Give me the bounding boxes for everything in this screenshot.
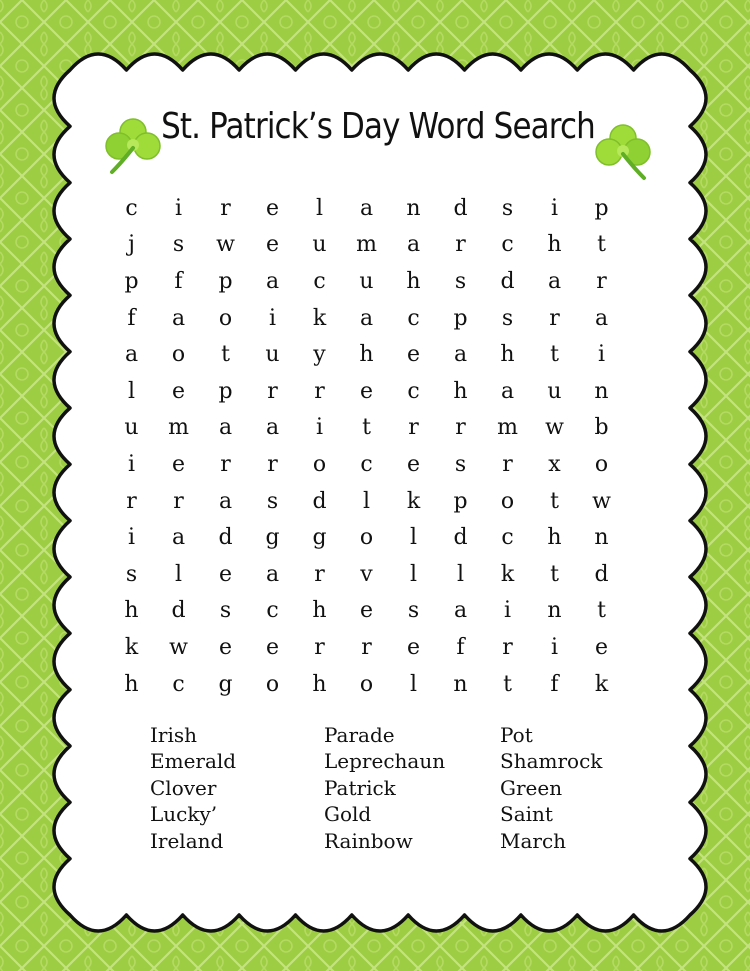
grid-letter[interactable]: l: [127, 378, 136, 404]
grid-letter[interactable]: b: [594, 415, 609, 441]
grid-letter[interactable]: e: [265, 634, 280, 660]
grid-row: [108, 483, 678, 520]
grid-letter[interactable]: s: [172, 232, 185, 258]
grid-letter[interactable]: l: [409, 561, 418, 587]
grid-letter[interactable]: a: [171, 305, 186, 331]
page-title: St. Patrick’s Day Word Search: [161, 106, 595, 147]
grid-letter[interactable]: g: [265, 525, 280, 551]
grid-letter[interactable]: t: [503, 671, 512, 697]
grid-letter[interactable]: e: [265, 232, 280, 258]
grid-letter[interactable]: n: [453, 671, 468, 697]
grid-letter[interactable]: n: [406, 195, 421, 221]
grid-letter[interactable]: o: [359, 671, 374, 697]
grid-letter[interactable]: a: [453, 342, 468, 368]
grid-letter[interactable]: a: [265, 561, 280, 587]
grid-letter[interactable]: t: [550, 561, 559, 587]
grid-letter[interactable]: o: [218, 305, 233, 331]
word-list: [150, 722, 650, 854]
grid-letter[interactable]: p: [218, 268, 233, 294]
grid-letter[interactable]: e: [359, 598, 374, 624]
grid-row: [108, 263, 678, 300]
grid-letter[interactable]: t: [597, 598, 606, 624]
grid-letter[interactable]: h: [124, 598, 139, 624]
grid-letter[interactable]: j: [128, 232, 135, 258]
grid-letter[interactable]: v: [360, 561, 373, 587]
grid-letter[interactable]: k: [124, 634, 139, 660]
grid-letter[interactable]: h: [547, 525, 562, 551]
grid-letter[interactable]: a: [265, 415, 280, 441]
word-item: Lucky’: [150, 802, 218, 827]
grid-letter[interactable]: i: [127, 451, 136, 477]
grid-letter[interactable]: l: [315, 195, 324, 221]
grid-letter[interactable]: f: [174, 268, 183, 294]
grid-letter[interactable]: t: [550, 488, 559, 514]
word-column: [150, 722, 324, 854]
grid-letter[interactable]: e: [265, 195, 280, 221]
grid-letter[interactable]: a: [265, 268, 280, 294]
grid-letter[interactable]: r: [314, 378, 325, 404]
grid-letter[interactable]: t: [362, 415, 371, 441]
grid-letter[interactable]: c: [501, 232, 514, 258]
grid-letter[interactable]: a: [171, 525, 186, 551]
grid-letter[interactable]: h: [124, 671, 139, 697]
word-column: [500, 722, 602, 854]
worksheet: [78, 82, 678, 912]
grid-letter[interactable]: r: [267, 451, 278, 477]
word-item: Irish: [150, 723, 198, 747]
grid-letter[interactable]: s: [125, 561, 138, 587]
grid-letter[interactable]: w: [216, 232, 235, 258]
grid-row: [108, 446, 678, 483]
grid-letter[interactable]: e: [218, 634, 233, 660]
grid-letter[interactable]: r: [549, 305, 560, 331]
grid-letter[interactable]: a: [594, 305, 609, 331]
grid-letter[interactable]: r: [314, 634, 325, 660]
grid-letter[interactable]: d: [500, 268, 515, 294]
grid-letter[interactable]: r: [408, 415, 419, 441]
word-item: Leprechaun: [324, 749, 446, 774]
grid-letter[interactable]: r: [502, 451, 513, 477]
grid-letter[interactable]: k: [312, 305, 327, 331]
grid-letter[interactable]: u: [359, 268, 374, 294]
grid-letter[interactable]: k: [500, 561, 515, 587]
grid-letter[interactable]: x: [548, 451, 561, 477]
grid-letter[interactable]: o: [171, 342, 186, 368]
grid-letter[interactable]: w: [545, 415, 564, 441]
grid-letter[interactable]: h: [453, 378, 468, 404]
grid-letter[interactable]: c: [407, 378, 420, 404]
grid-letter[interactable]: e: [406, 634, 421, 660]
grid-letter[interactable]: a: [359, 195, 374, 221]
grid-letter[interactable]: r: [455, 415, 466, 441]
grid-letter[interactable]: c: [125, 195, 138, 221]
grid-letter[interactable]: a: [124, 342, 139, 368]
grid-letter[interactable]: e: [218, 561, 233, 587]
grid-letter[interactable]: d: [453, 195, 468, 221]
word-item: Green: [500, 775, 563, 800]
grid-letter[interactable]: f: [127, 305, 136, 331]
grid-letter[interactable]: g: [218, 671, 233, 697]
grid-letter[interactable]: o: [359, 525, 374, 551]
grid-letter[interactable]: o: [594, 451, 609, 477]
grid-letter[interactable]: l: [409, 671, 418, 697]
grid-letter[interactable]: o: [312, 451, 327, 477]
grid-letter[interactable]: r: [455, 232, 466, 258]
grid-letter[interactable]: k: [406, 488, 421, 514]
grid-letter[interactable]: n: [594, 378, 609, 404]
grid-letter[interactable]: h: [406, 268, 421, 294]
word-item: Parade: [324, 723, 395, 747]
grid-letter[interactable]: w: [169, 634, 188, 660]
grid-letter[interactable]: c: [266, 598, 279, 624]
grid-row: [108, 227, 678, 264]
grid-letter[interactable]: a: [453, 598, 468, 624]
grid-letter[interactable]: s: [454, 451, 467, 477]
grid-letter[interactable]: m: [168, 415, 189, 441]
grid-letter[interactable]: i: [315, 415, 324, 441]
word-item: Saint: [500, 802, 553, 827]
grid-letter[interactable]: r: [502, 634, 513, 660]
grid-letter[interactable]: i: [503, 598, 512, 624]
grid-letter[interactable]: d: [218, 525, 233, 551]
grid-letter[interactable]: i: [174, 195, 183, 221]
grid-letter[interactable]: a: [218, 415, 233, 441]
grid-letter[interactable]: c: [501, 525, 514, 551]
grid-letter[interactable]: e: [594, 634, 609, 660]
grid-letter[interactable]: f: [550, 671, 559, 697]
grid-letter[interactable]: c: [360, 451, 373, 477]
grid-letter[interactable]: m: [497, 415, 518, 441]
grid-letter[interactable]: i: [597, 342, 606, 368]
word-item: March: [500, 828, 567, 853]
grid-letter[interactable]: a: [359, 305, 374, 331]
grid-letter[interactable]: e: [171, 451, 186, 477]
grid-row: [108, 410, 678, 447]
grid-letter[interactable]: t: [550, 342, 559, 368]
grid-letter[interactable]: p: [453, 488, 468, 514]
grid-letter[interactable]: c: [407, 305, 420, 331]
grid-letter[interactable]: r: [220, 195, 231, 221]
word-item: Ireland: [150, 828, 224, 853]
grid-row: [108, 190, 678, 227]
grid-letter[interactable]: f: [456, 634, 465, 660]
grid-letter[interactable]: u: [124, 415, 139, 441]
grid-letter[interactable]: i: [550, 195, 559, 221]
grid-letter[interactable]: i: [127, 525, 136, 551]
grid-letter[interactable]: e: [406, 342, 421, 368]
grid-letter[interactable]: l: [362, 488, 371, 514]
grid-letter[interactable]: r: [314, 561, 325, 587]
grid-letter[interactable]: w: [592, 488, 611, 514]
grid-letter[interactable]: h: [500, 342, 515, 368]
grid-letter[interactable]: e: [171, 378, 186, 404]
grid-row: [108, 593, 678, 630]
grid-letter[interactable]: g: [312, 525, 327, 551]
grid-letter[interactable]: r: [361, 634, 372, 660]
grid-letter[interactable]: l: [456, 561, 465, 587]
word-item: Patrick: [324, 775, 396, 800]
grid-row: [108, 666, 678, 703]
grid-letter[interactable]: e: [359, 378, 374, 404]
grid-letter[interactable]: p: [594, 195, 609, 221]
word-item: Pot: [500, 723, 533, 747]
grid-row: [108, 519, 678, 556]
clover-icon: [590, 118, 656, 184]
grid-row: [108, 336, 678, 373]
grid-letter[interactable]: s: [266, 488, 279, 514]
grid-letter[interactable]: r: [267, 378, 278, 404]
grid-letter[interactable]: d: [171, 598, 186, 624]
grid-letter[interactable]: a: [500, 378, 515, 404]
grid-letter[interactable]: c: [313, 268, 326, 294]
grid-letter[interactable]: e: [406, 451, 421, 477]
grid-letter[interactable]: y: [313, 342, 326, 368]
grid-letter[interactable]: r: [596, 268, 607, 294]
grid-letter[interactable]: c: [172, 671, 185, 697]
word-item: Emerald: [150, 749, 237, 774]
grid-letter[interactable]: o: [500, 488, 515, 514]
grid-letter[interactable]: k: [594, 671, 609, 697]
grid-letter[interactable]: h: [359, 342, 374, 368]
grid-letter[interactable]: r: [126, 488, 137, 514]
grid-letter[interactable]: s: [454, 268, 467, 294]
grid-letter[interactable]: p: [124, 268, 139, 294]
grid-letter[interactable]: s: [501, 195, 514, 221]
grid-row: [108, 300, 678, 337]
grid-letter[interactable]: t: [221, 342, 230, 368]
grid-letter[interactable]: s: [501, 305, 514, 331]
grid-letter[interactable]: r: [173, 488, 184, 514]
grid-letter[interactable]: n: [594, 525, 609, 551]
grid-row: [108, 373, 678, 410]
grid-letter[interactable]: p: [453, 305, 468, 331]
grid-row: [108, 556, 678, 593]
grid-letter[interactable]: i: [550, 634, 559, 660]
grid-letter[interactable]: i: [268, 305, 277, 331]
word-item: Shamrock: [500, 749, 603, 774]
word-column: [324, 722, 500, 854]
grid-letter[interactable]: l: [174, 561, 183, 587]
grid-letter[interactable]: s: [219, 598, 232, 624]
grid-letter[interactable]: o: [265, 671, 280, 697]
letter-grid: [108, 190, 678, 702]
grid-letter[interactable]: m: [356, 232, 377, 258]
grid-letter[interactable]: u: [547, 378, 562, 404]
grid-letter[interactable]: u: [312, 232, 327, 258]
word-item: Gold: [324, 802, 372, 827]
grid-letter[interactable]: l: [409, 525, 418, 551]
grid-letter[interactable]: d: [594, 561, 609, 587]
grid-letter[interactable]: t: [597, 232, 606, 258]
grid-letter[interactable]: s: [407, 598, 420, 624]
grid-letter[interactable]: p: [218, 378, 233, 404]
grid-letter[interactable]: a: [547, 268, 562, 294]
word-item: Clover: [150, 775, 217, 800]
grid-letter[interactable]: h: [547, 232, 562, 258]
grid-letter[interactable]: d: [453, 525, 468, 551]
grid-letter[interactable]: r: [220, 451, 231, 477]
grid-letter[interactable]: h: [312, 598, 327, 624]
grid-letter[interactable]: n: [547, 598, 562, 624]
grid-letter[interactable]: u: [265, 342, 280, 368]
grid-letter[interactable]: a: [218, 488, 233, 514]
word-item: Rainbow: [324, 828, 413, 853]
grid-row: [108, 629, 678, 666]
grid-letter[interactable]: a: [406, 232, 421, 258]
grid-letter[interactable]: d: [312, 488, 327, 514]
grid-letter[interactable]: h: [312, 671, 327, 697]
